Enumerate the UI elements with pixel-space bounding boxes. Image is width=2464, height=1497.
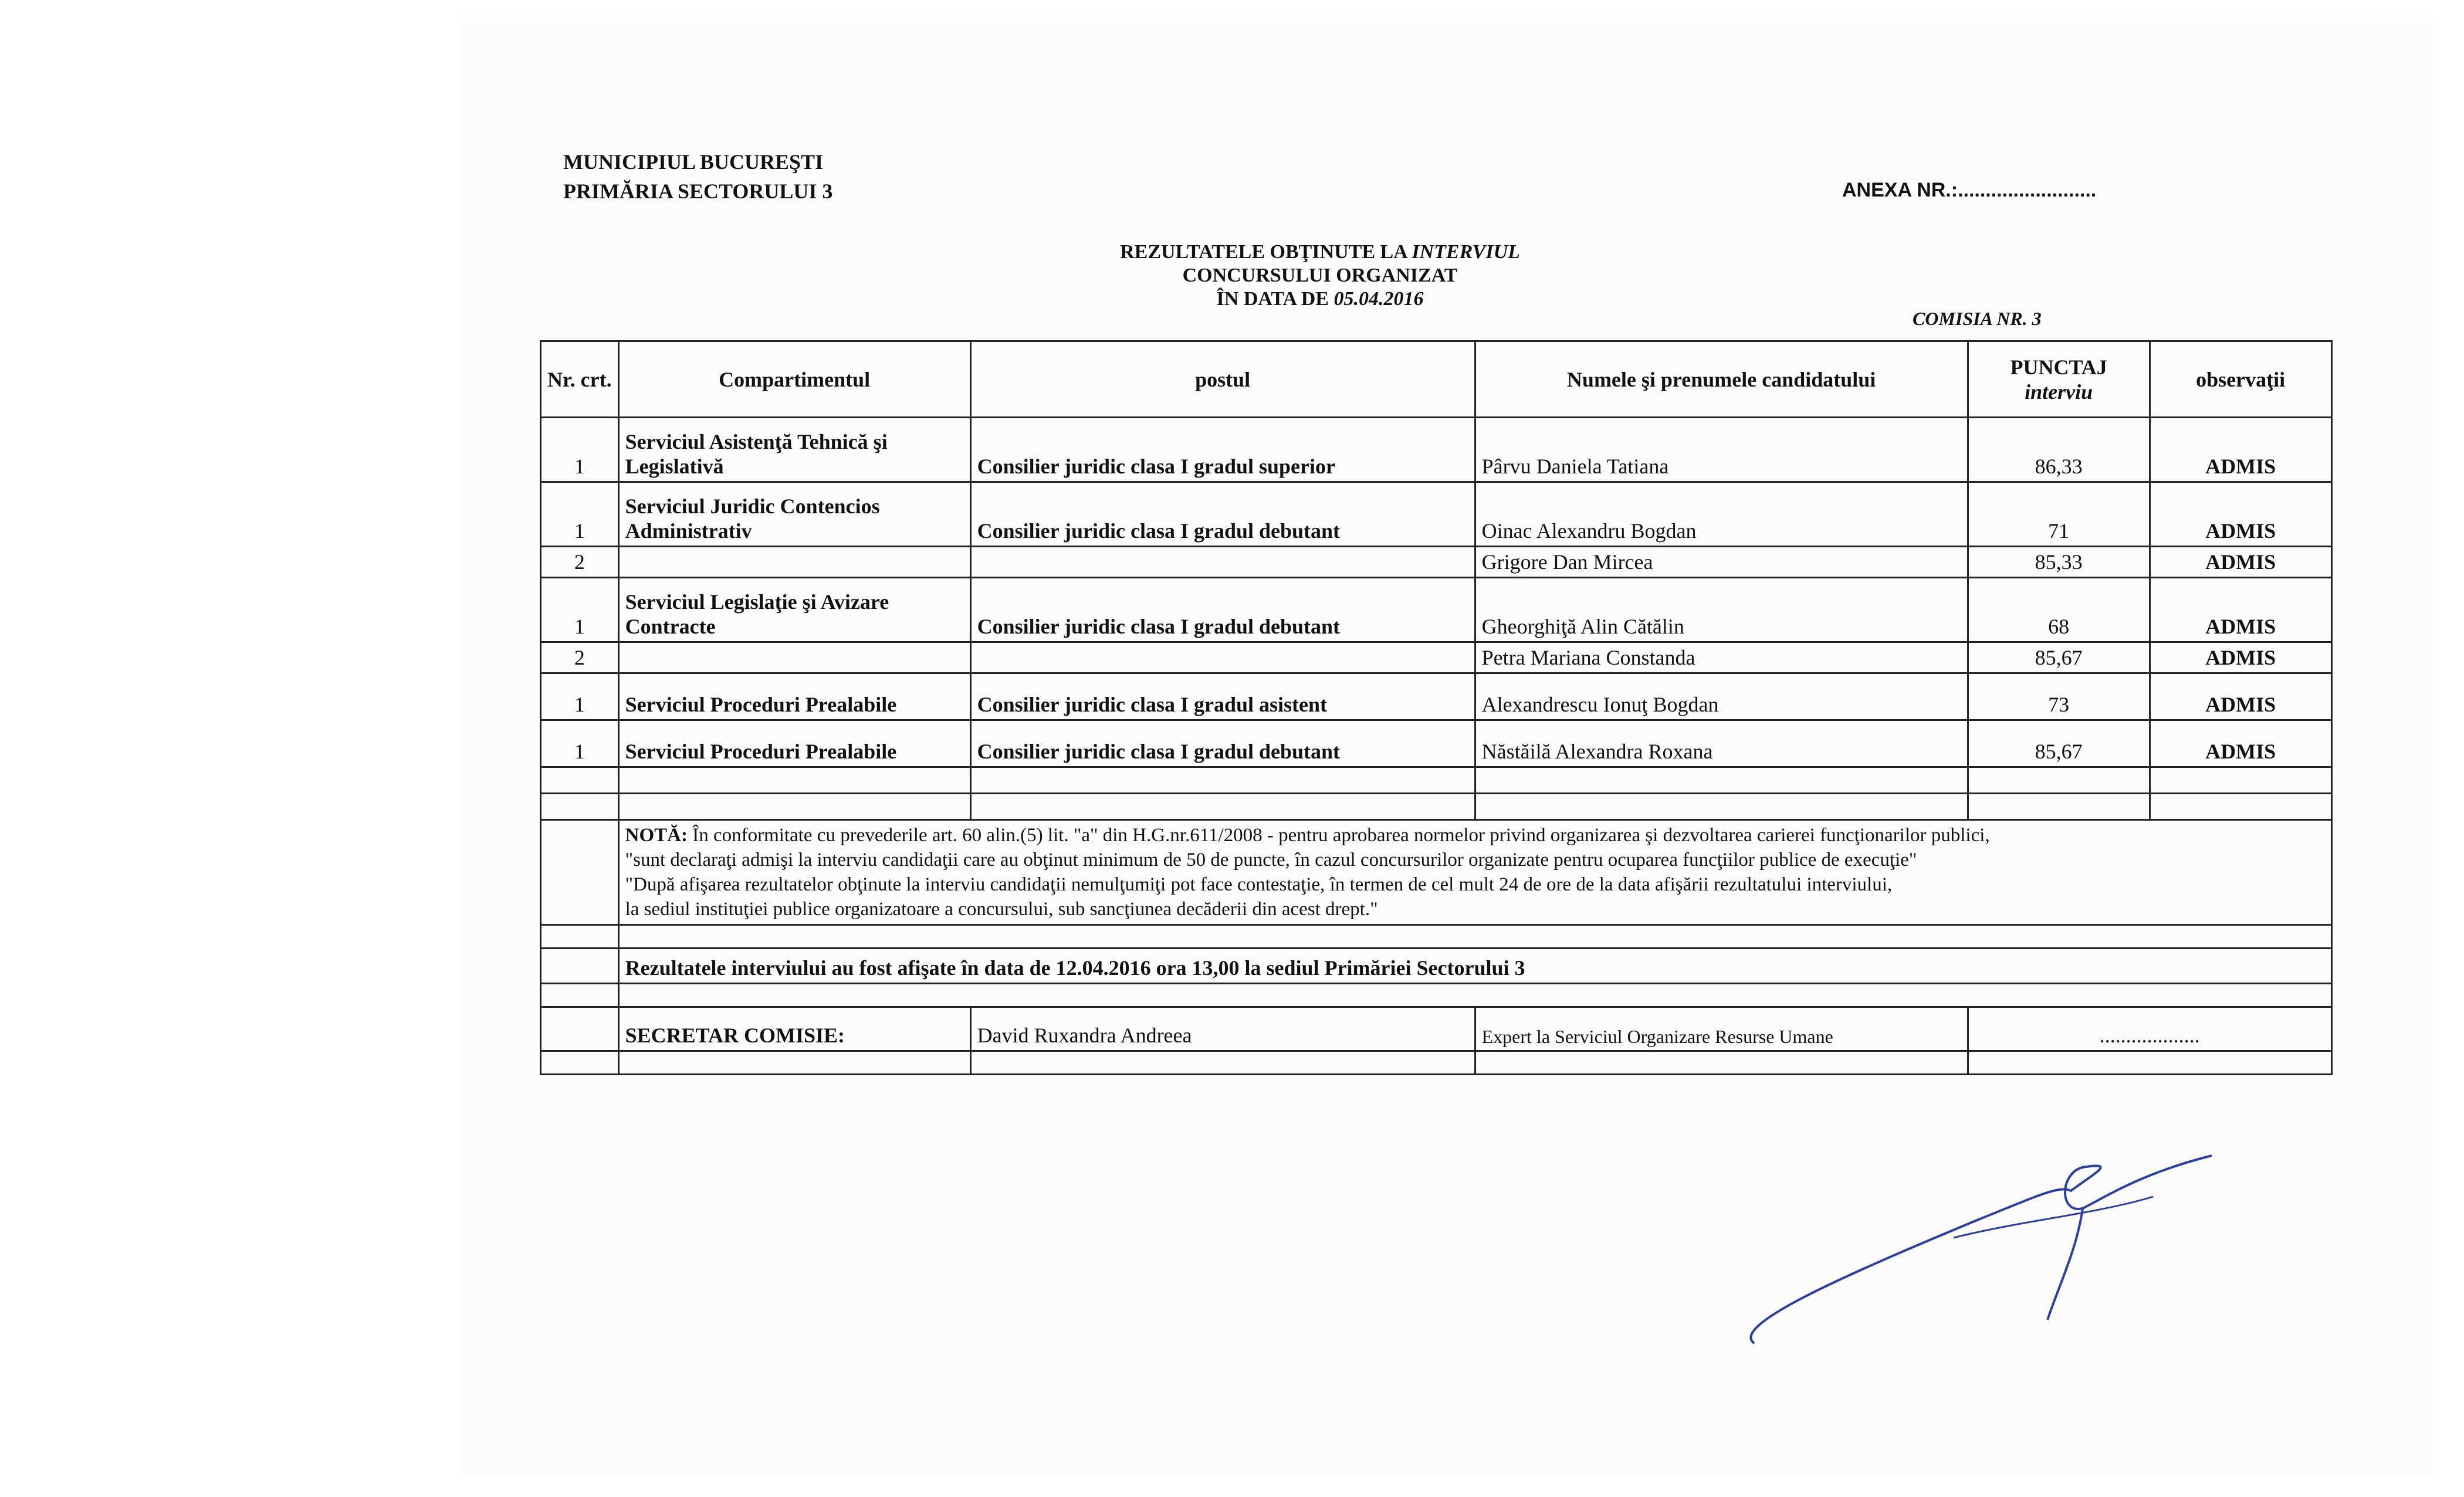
row-post: Consilier juridic clasa I gradul debutant [970,720,1475,767]
note-text: NOTĂ: În conformitate cu prevederile art. 60 alin.(5) lit. "a" din H.G.nr.611/2008 - pentru aprobarea normelor privind organizarea şi dezvoltarea carierei funcţionarilor publici, "sunt declaraţi admişi la interviu candidaţii care au obţinut minimum de 50 de puncte, în cazul concursurilor organizate pentru ocuparea funcţiilor publice de execuţie" "După afişarea rezultatelor obţinute la interviu candidaţii nemulţumiţi pot face contestaţie, în termen de cel mult 24 de ore de la data afişării rezultatului interviului, la sediul instituţiei publice organizatoare a concursului, sub sancţiunea decăderii din acest drept." [618,820,2331,925]
table-row [541,482,2332,547]
row-nr: 2 [541,642,619,673]
institution-line2: PRIMĂRIA SECTORULUI 3 [563,179,833,203]
row-candidate-name: Năstăilă Alexandra Roxana [1475,720,1968,767]
row-score: 86,33 [1968,418,2150,482]
row-candidate-name: Grigore Dan Mircea [1475,547,1968,578]
table-row [541,720,2332,767]
table-row-empty [541,925,2332,949]
col-nr: Nr. crt. [541,341,619,418]
row-obs: ADMIS [2150,418,2331,482]
table-row [541,673,2332,720]
row-nr: 1 [541,673,619,720]
row-post: Consilier juridic clasa I gradul debutant [970,482,1475,547]
table-row-empty [541,767,2332,794]
row-score: 85,33 [1968,547,2150,578]
row-candidate-name: Oinac Alexandru Bogdan [1475,482,1968,547]
col-department: Compartimentul [618,341,970,418]
secretary-label: SECRETAR COMISIE: [618,1007,970,1051]
col-post: postul [970,341,1475,418]
document-title: REZULTATELE OBŢINUTE LA INTERVIUL CONCURSULUI ORGANIZAT ÎN DATA DE 05.04.2016 [1120,241,1520,310]
col-obs: observaţii [2150,341,2331,418]
col-name: Numele şi prenumele candidatului [1475,341,1968,418]
row-obs: ADMIS [2150,578,2331,642]
row-score: 71 [1968,482,2150,547]
row-department: Serviciul Proceduri Prealabile [618,720,970,767]
table-row [541,578,2332,642]
row-candidate-name: Petra Mariana Constanda [1475,642,1968,673]
posting-row [541,949,2332,984]
row-obs: ADMIS [2150,673,2331,720]
row-score: 68 [1968,578,2150,642]
row-department: Serviciul Juridic Contencios Administrativ [618,482,970,547]
row-score: 85,67 [1968,720,2150,767]
posting-text: Rezultatele interviului au fost afişate în data de 12.04.2016 ora 13,00 la sediul Primăriei Sectorului 3 [618,949,2331,984]
row-post: Consilier juridic clasa I gradul superior [970,418,1475,482]
row-department [618,547,970,578]
table-row [541,642,2332,673]
signature-line: ................... [1968,1007,2331,1051]
row-score: 73 [1968,673,2150,720]
row-post: Consilier juridic clasa I gradul asistent [970,673,1475,720]
signature-scribble [1731,1150,2235,1361]
commission-number: COMISIA NR. 3 [1913,308,2042,329]
table-row-empty [541,794,2332,820]
row-department: Serviciul Legislaţie şi Avizare Contracte [618,578,970,642]
row-candidate-name: Alexandrescu Ionuţ Bogdan [1475,673,1968,720]
row-obs: ADMIS [2150,547,2331,578]
row-post: Consilier juridic clasa I gradul debutant [970,578,1475,642]
row-nr: 1 [541,482,619,547]
results-table [540,340,2333,1075]
row-department: Serviciul Proceduri Prealabile [618,673,970,720]
secretary-name: David Ruxandra Andreea [970,1007,1475,1051]
col-score: PUNCTAJ interviu [1968,341,2150,418]
table-row-empty [541,1051,2332,1075]
table-header-row [541,341,2332,418]
row-candidate-name: Gheorghiţă Alin Cătălin [1475,578,1968,642]
table-row-empty [541,984,2332,1007]
row-obs: ADMIS [2150,482,2331,547]
row-post [970,547,1475,578]
row-post [970,642,1475,673]
row-nr: 1 [541,578,619,642]
row-nr: 1 [541,720,619,767]
row-candidate-name: Pârvu Daniela Tatiana [1475,418,1968,482]
annex-label: ANEXA NR.:......................... [1842,179,2097,201]
row-obs: ADMIS [2150,642,2331,673]
institution-line1: MUNICIPIUL BUCUREŞTI [563,150,824,174]
table-row [541,547,2332,578]
secretary-role: Expert la Serviciul Organizare Resurse Umane [1475,1007,1968,1051]
secretary-row [541,1007,2332,1051]
row-department: Serviciul Asistenţă Tehnică şi Legislativă [618,418,970,482]
row-score: 85,67 [1968,642,2150,673]
note-row [541,820,2332,925]
row-obs: ADMIS [2150,720,2331,767]
table-row [541,418,2332,482]
row-nr: 2 [541,547,619,578]
row-department [618,642,970,673]
row-nr: 1 [541,418,619,482]
